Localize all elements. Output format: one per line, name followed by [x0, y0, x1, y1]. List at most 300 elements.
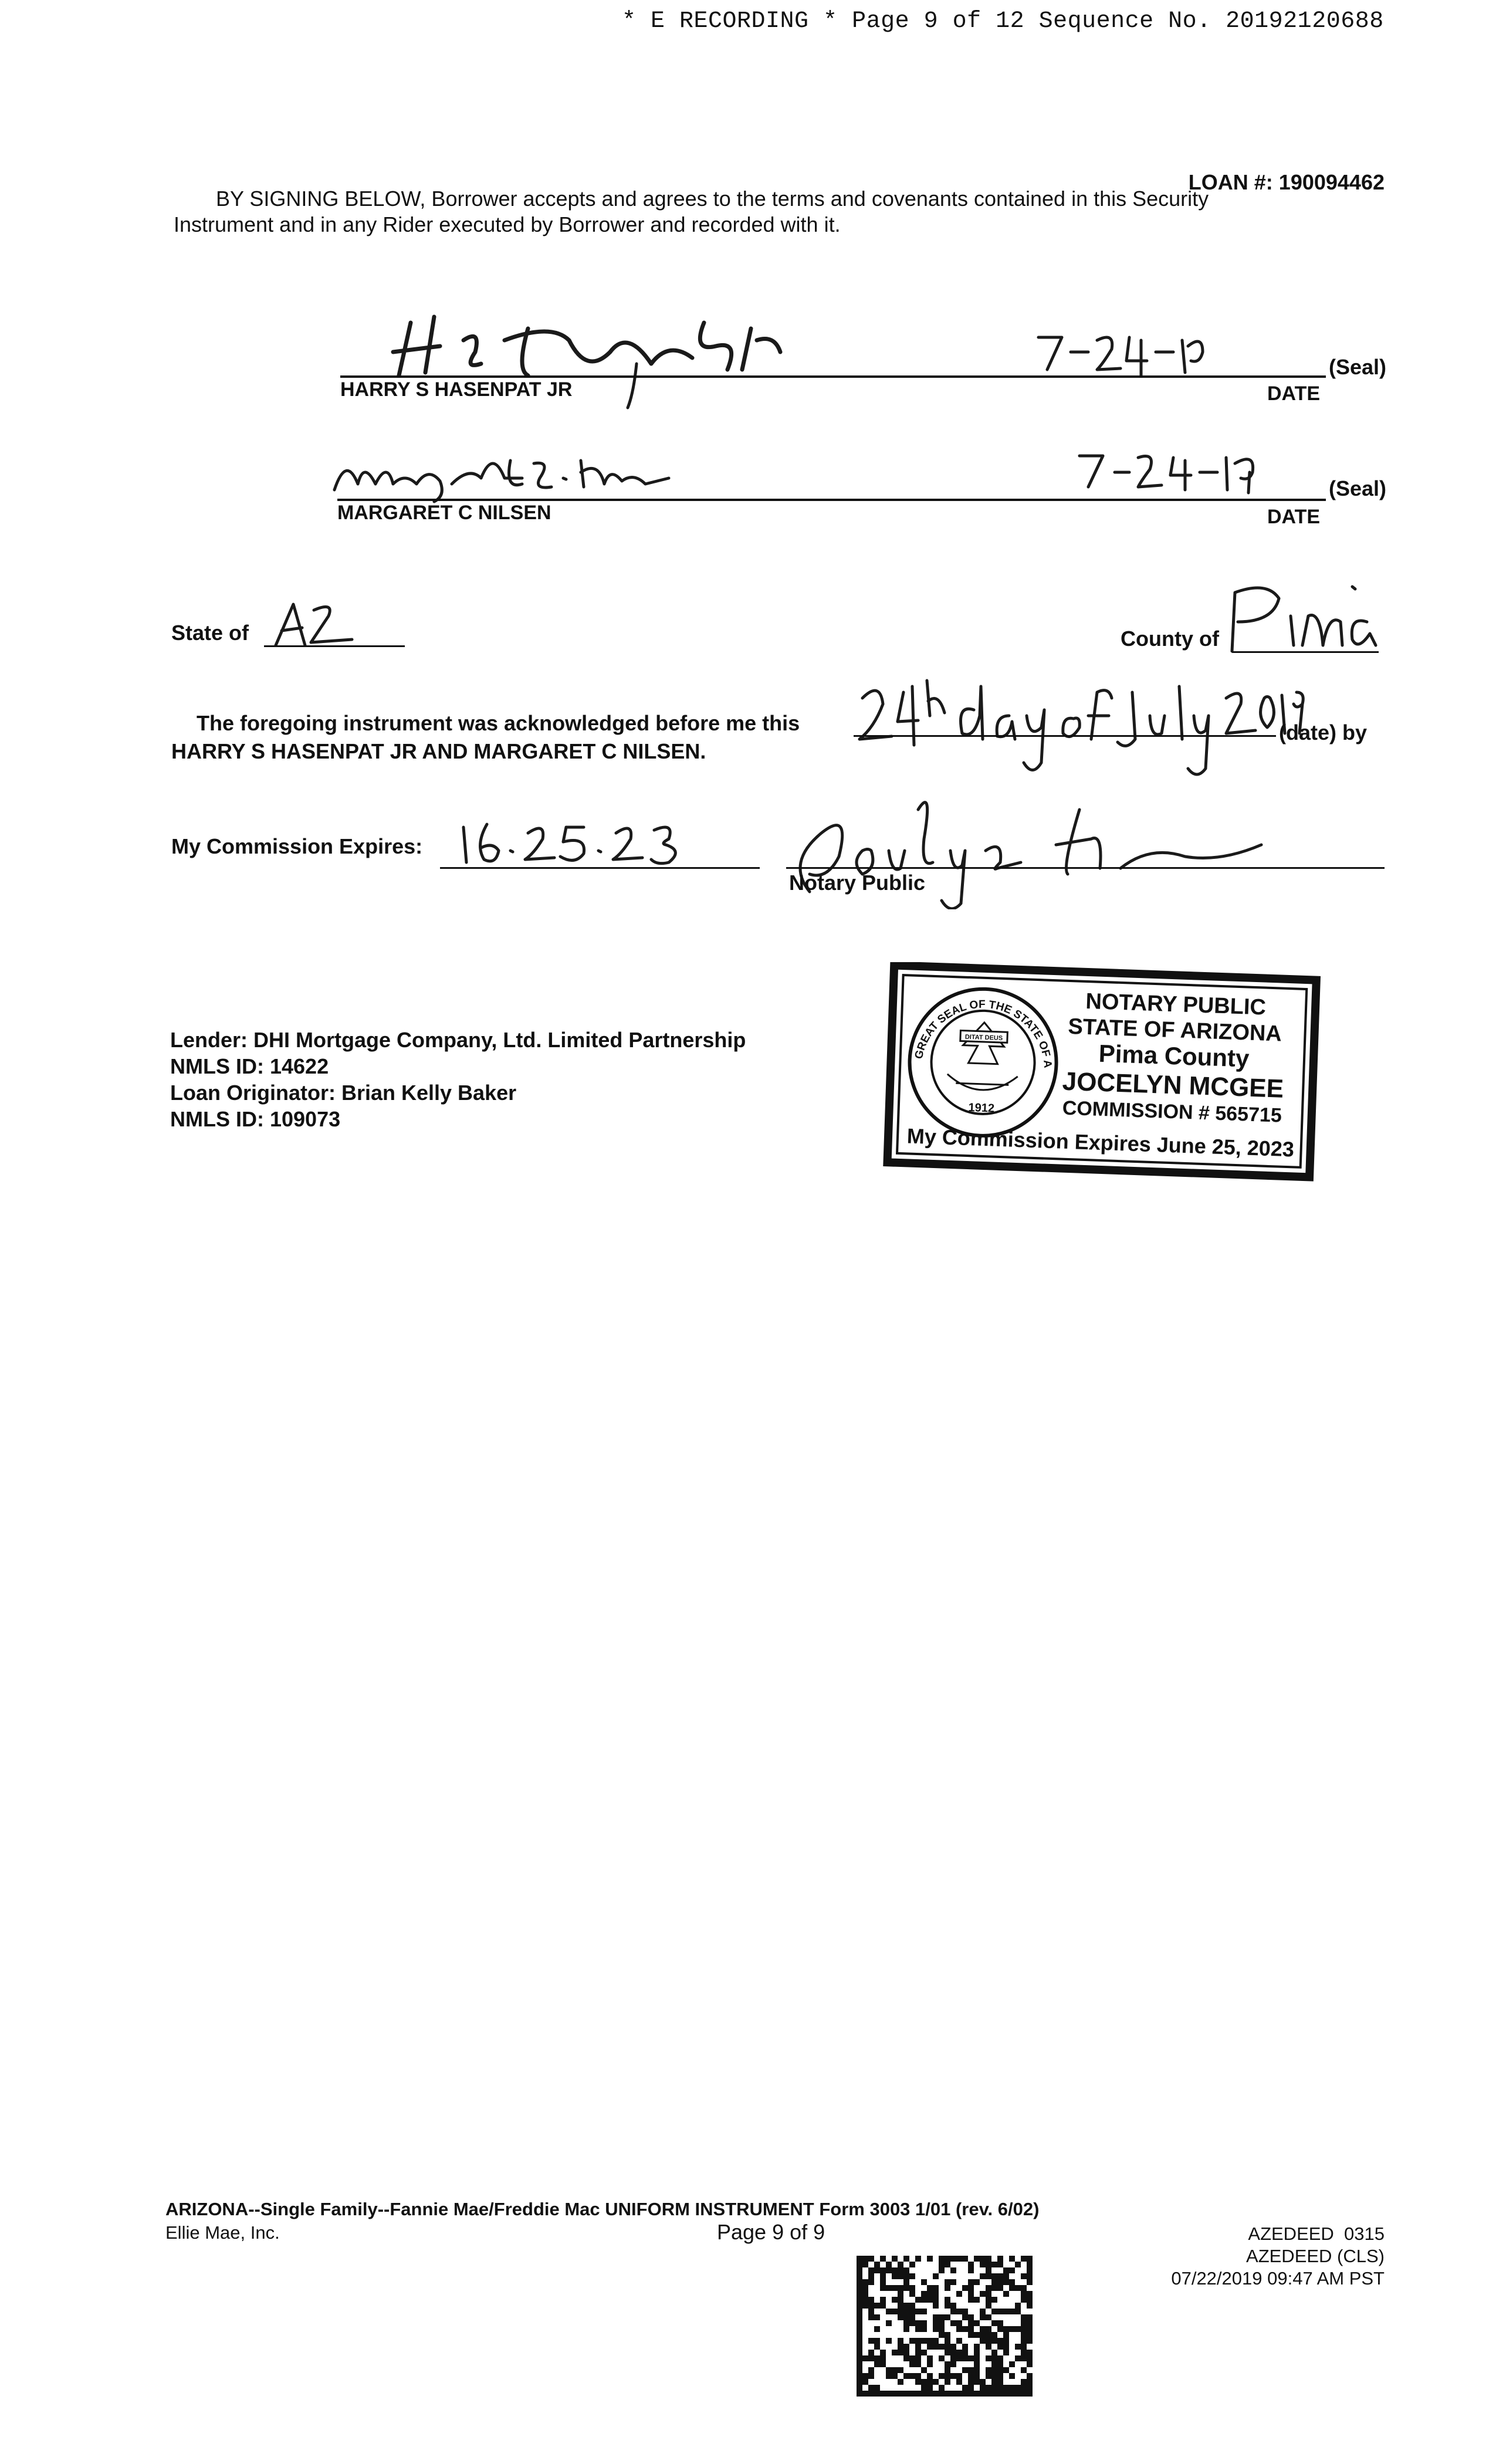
- barcode-module: [945, 2361, 950, 2367]
- seal-motto: DITAT DEUS: [964, 1033, 1003, 1042]
- barcode-module: [945, 2285, 950, 2291]
- barcode-module: [997, 2279, 1003, 2285]
- barcode-module: [986, 2344, 991, 2350]
- signer-name-2: MARGARET C NILSEN: [337, 502, 551, 524]
- barcode-module: [909, 2285, 915, 2291]
- barcode-module: [862, 2297, 868, 2303]
- barcode-module: [980, 2338, 986, 2344]
- barcode-module: [950, 2344, 956, 2350]
- barcode-module: [857, 2367, 862, 2373]
- barcode-module: [903, 2355, 909, 2361]
- barcode-module: [939, 2256, 945, 2262]
- barcode-module: [950, 2361, 956, 2367]
- barcode-module: [950, 2303, 956, 2309]
- barcode-module: [1027, 2291, 1033, 2297]
- barcode-module: [927, 2256, 933, 2262]
- barcode-module: [874, 2344, 880, 2350]
- seal-year: 1912: [968, 1101, 995, 1115]
- barcode-module: [898, 2285, 903, 2291]
- state-label: State of: [171, 621, 249, 645]
- barcode-module: [857, 2350, 862, 2355]
- barcode-module: [956, 2355, 962, 2361]
- barcode-module: [857, 2326, 862, 2332]
- barcode-module: [962, 2350, 968, 2355]
- county-label: County of: [1121, 627, 1219, 651]
- barcode-module: [868, 2256, 874, 2262]
- barcode-module: [1021, 2285, 1027, 2291]
- barcode-module: [968, 2314, 974, 2320]
- barcode-module: [1003, 2391, 1009, 2397]
- barcode-module: [921, 2379, 927, 2385]
- barcode-module: [1003, 2344, 1009, 2350]
- barcode-module: [868, 2385, 874, 2391]
- barcode-module: [1009, 2361, 1015, 2367]
- barcode-module: [991, 2391, 997, 2397]
- barcode-module: [927, 2385, 933, 2391]
- barcode-module: [962, 2309, 968, 2314]
- barcode-module: [915, 2350, 921, 2355]
- barcode-module: [986, 2273, 991, 2279]
- barcode-module: [909, 2314, 915, 2320]
- barcode-module: [874, 2262, 880, 2267]
- barcode-module: [968, 2355, 974, 2361]
- barcode-module: [991, 2361, 997, 2367]
- barcode-module: [997, 2361, 1003, 2367]
- barcode-module: [962, 2385, 968, 2391]
- barcode-module: [1015, 2326, 1021, 2332]
- barcode-module: [945, 2391, 950, 2397]
- barcode-module: [962, 2326, 968, 2332]
- barcode-module: [886, 2373, 892, 2379]
- barcode-module: [986, 2285, 991, 2291]
- barcode-module: [903, 2314, 909, 2320]
- barcode-module: [939, 2267, 945, 2273]
- recording-header: * E RECORDING * Page 9 of 12 Sequence No. 20192120688: [622, 8, 1384, 35]
- barcode-module: [903, 2273, 909, 2279]
- barcode-module: [909, 2373, 915, 2379]
- barcode-module: [986, 2303, 991, 2309]
- barcode-module: [915, 2361, 921, 2367]
- barcode-module: [868, 2373, 874, 2379]
- barcode-module: [898, 2309, 903, 2314]
- barcode-module: [1009, 2267, 1015, 2273]
- barcode-module: [874, 2385, 880, 2391]
- barcode-module: [1027, 2385, 1033, 2391]
- barcode-module: [921, 2326, 927, 2332]
- barcode-module: [1015, 2391, 1021, 2397]
- barcode-module: [1027, 2262, 1033, 2267]
- handwritten-state: [264, 598, 381, 651]
- footer-page-number: Page 9 of 9: [717, 2220, 825, 2244]
- barcode-module: [915, 2391, 921, 2397]
- barcode-module: [915, 2379, 921, 2385]
- barcode-module: [857, 2267, 862, 2273]
- barcode-module: [945, 2262, 950, 2267]
- barcode-module: [933, 2297, 939, 2303]
- barcode-module: [974, 2279, 980, 2285]
- barcode-module: [997, 2262, 1003, 2267]
- barcode-module: [991, 2350, 997, 2355]
- barcode-module: [962, 2314, 968, 2320]
- barcode-module: [1009, 2279, 1015, 2285]
- barcode-module: [868, 2279, 874, 2285]
- barcode-module: [997, 2379, 1003, 2385]
- barcode-module: [1027, 2314, 1033, 2320]
- barcode-module: [880, 2256, 886, 2262]
- barcode-module: [857, 2391, 862, 2397]
- notary-label: Notary Public: [789, 871, 926, 895]
- barcode-module: [1027, 2273, 1033, 2279]
- barcode-module: [986, 2373, 991, 2379]
- commission-label: My Commission Expires:: [171, 834, 423, 858]
- barcode-module: [927, 2285, 933, 2291]
- barcode-module: [886, 2309, 892, 2314]
- barcode-module: [962, 2285, 968, 2291]
- barcode-module: [997, 2373, 1003, 2379]
- barcode-module: [991, 2320, 997, 2326]
- barcode-module: [880, 2285, 886, 2291]
- barcode-module: [962, 2256, 968, 2262]
- barcode-module: [991, 2332, 997, 2338]
- barcode-module: [997, 2256, 1003, 2262]
- barcode-module: [880, 2361, 886, 2367]
- barcode-module: [903, 2267, 909, 2273]
- barcode-module: [974, 2332, 980, 2338]
- barcode-module: [1009, 2326, 1015, 2332]
- barcode-module: [915, 2344, 921, 2350]
- barcode-module: [880, 2297, 886, 2303]
- barcode-module: [1027, 2303, 1033, 2309]
- barcode-module: [868, 2367, 874, 2373]
- barcode-module: [903, 2373, 909, 2379]
- barcode-module: [997, 2326, 1003, 2332]
- barcode-module: [968, 2367, 974, 2373]
- barcode-module: [997, 2309, 1003, 2314]
- footer-form-line: ARIZONA--Single Family--Fannie Mae/Freddie Mac UNIFORM INSTRUMENT Form 3003 1/01 (rev. 6/02): [165, 2199, 1040, 2219]
- barcode-module: [903, 2256, 909, 2262]
- barcode-module: [933, 2314, 939, 2320]
- barcode-module: [915, 2373, 921, 2379]
- barcode-module: [950, 2320, 956, 2326]
- stamp-line-1: NOTARY PUBLIC: [1085, 989, 1267, 1020]
- barcode-module: [980, 2273, 986, 2279]
- barcode-module: [933, 2320, 939, 2326]
- barcode-module: [857, 2355, 862, 2361]
- barcode-module: [939, 2262, 945, 2267]
- barcode-module: [868, 2267, 874, 2273]
- barcode-module: [956, 2256, 962, 2262]
- barcode-module: [1003, 2338, 1009, 2344]
- signer-name-1: HARRY S HASENPAT JR: [340, 378, 573, 401]
- barcode-module: [956, 2373, 962, 2379]
- barcode-module: [939, 2326, 945, 2332]
- barcode-module: [968, 2379, 974, 2385]
- ack-date-line: [854, 735, 1276, 737]
- barcode-module: [868, 2314, 874, 2320]
- barcode-module: [1009, 2385, 1015, 2391]
- barcode-module: [921, 2297, 927, 2303]
- barcode-module: [857, 2320, 862, 2326]
- barcode-module: [898, 2303, 903, 2309]
- barcode-module: [1003, 2279, 1009, 2285]
- barcode-module: [939, 2332, 945, 2338]
- barcode-module: [974, 2379, 980, 2385]
- barcode-module: [915, 2309, 921, 2314]
- barcode-module: [980, 2256, 986, 2262]
- barcode-module: [909, 2361, 915, 2367]
- barcode-module: [980, 2291, 986, 2297]
- lender-nmls: NMLS ID: 14622: [170, 1054, 329, 1078]
- barcode-module: [974, 2320, 980, 2326]
- barcode-module: [886, 2391, 892, 2397]
- barcode-module: [886, 2285, 892, 2291]
- handwritten-signature-2: [329, 443, 681, 507]
- barcode-module: [945, 2332, 950, 2338]
- barcode-module: [927, 2344, 933, 2350]
- barcode-module: [1003, 2267, 1009, 2273]
- barcode-module: [962, 2391, 968, 2397]
- barcode-module: [862, 2355, 868, 2361]
- barcode-module: [892, 2285, 898, 2291]
- barcode-icon: [857, 2256, 1033, 2397]
- barcode-module: [980, 2314, 986, 2320]
- barcode-module: [874, 2303, 880, 2309]
- barcode-module: [892, 2297, 898, 2303]
- barcode-module: [898, 2379, 903, 2385]
- barcode-module: [857, 2385, 862, 2391]
- barcode-module: [974, 2373, 980, 2379]
- barcode-module: [927, 2291, 933, 2297]
- barcode-module: [986, 2262, 991, 2267]
- barcode-module: [857, 2256, 862, 2262]
- barcode-module: [898, 2273, 903, 2279]
- barcode-module: [968, 2262, 974, 2267]
- barcode-module: [968, 2391, 974, 2397]
- barcode-module: [880, 2391, 886, 2397]
- barcode-module: [1009, 2391, 1015, 2397]
- barcode-module: [921, 2291, 927, 2297]
- seal-label-1: (Seal): [1329, 355, 1387, 379]
- lender-name: Lender: DHI Mortgage Company, Ltd. Limited Partnership: [170, 1028, 746, 1052]
- date-label-2: DATE: [1267, 506, 1321, 528]
- barcode-module: [950, 2350, 956, 2355]
- barcode-module: [868, 2303, 874, 2309]
- barcode-module: [945, 2314, 950, 2320]
- barcode-module: [968, 2285, 974, 2291]
- barcode-module: [892, 2273, 898, 2279]
- barcode-module: [909, 2309, 915, 2314]
- barcode-module: [1027, 2338, 1033, 2344]
- barcode-module: [991, 2297, 997, 2303]
- barcode-module: [945, 2350, 950, 2355]
- barcode-module: [980, 2262, 986, 2267]
- barcode-module: [986, 2256, 991, 2262]
- stamp-line-6: My Commission Expires June 25, 2023: [906, 1123, 1295, 1162]
- barcode-module: [915, 2355, 921, 2361]
- barcode-module: [915, 2326, 921, 2332]
- barcode-module: [974, 2297, 980, 2303]
- barcode-module: [950, 2279, 956, 2285]
- footer-code-2: AZEDEED (CLS): [1246, 2246, 1385, 2266]
- barcode-module: [857, 2297, 862, 2303]
- barcode-module: [874, 2361, 880, 2367]
- date-suffix: (date) by: [1279, 720, 1368, 744]
- barcode-module: [962, 2344, 968, 2350]
- barcode-module: [927, 2338, 933, 2344]
- barcode-module: [862, 2262, 868, 2267]
- barcode-module: [991, 2338, 997, 2344]
- barcode-module: [986, 2332, 991, 2338]
- barcode-module: [980, 2385, 986, 2391]
- barcode-module: [986, 2338, 991, 2344]
- barcode-module: [1021, 2367, 1027, 2373]
- barcode-module: [862, 2379, 868, 2385]
- barcode-module: [939, 2314, 945, 2320]
- barcode-module: [909, 2320, 915, 2326]
- barcode-module: [986, 2367, 991, 2373]
- barcode-module: [874, 2355, 880, 2361]
- barcode-module: [945, 2379, 950, 2385]
- barcode-module: [915, 2297, 921, 2303]
- barcode-module: [950, 2373, 956, 2379]
- barcode-module: [968, 2320, 974, 2326]
- barcode-module: [986, 2391, 991, 2397]
- barcode-module: [892, 2391, 898, 2397]
- barcode-module: [880, 2350, 886, 2355]
- barcode-module: [991, 2273, 997, 2279]
- barcode-module: [880, 2273, 886, 2279]
- barcode-module: [915, 2256, 921, 2262]
- barcode-module: [991, 2285, 997, 2291]
- barcode-module: [898, 2367, 903, 2373]
- barcode-module: [939, 2320, 945, 2326]
- barcode-module: [898, 2262, 903, 2267]
- barcode-module: [898, 2314, 903, 2320]
- barcode-module: [868, 2355, 874, 2361]
- barcode-module: [857, 2314, 862, 2320]
- barcode-module: [868, 2391, 874, 2397]
- barcode-module: [939, 2355, 945, 2361]
- barcode-module: [857, 2285, 862, 2291]
- barcode-module: [1027, 2355, 1033, 2361]
- handwritten-ack-date: [851, 675, 1308, 780]
- barcode-module: [986, 2314, 991, 2320]
- barcode-module: [1021, 2332, 1027, 2338]
- barcode-module: [874, 2326, 880, 2332]
- barcode-module: [1027, 2320, 1033, 2326]
- barcode-module: [1003, 2273, 1009, 2279]
- barcode-module: [915, 2320, 921, 2326]
- barcode-module: [1021, 2355, 1027, 2361]
- loan-originator: Loan Originator: Brian Kelly Baker: [170, 1081, 517, 1105]
- barcode-module: [933, 2285, 939, 2291]
- barcode-module: [921, 2320, 927, 2326]
- barcode-module: [986, 2291, 991, 2297]
- barcode-module: [1003, 2291, 1009, 2297]
- barcode-module: [862, 2391, 868, 2397]
- signature-line-1: [340, 375, 1326, 378]
- county-line: [1232, 651, 1379, 653]
- barcode-module: [997, 2367, 1003, 2373]
- barcode-module: [956, 2326, 962, 2332]
- barcode-module: [1015, 2303, 1021, 2309]
- barcode-module: [927, 2355, 933, 2361]
- barcode-module: [927, 2379, 933, 2385]
- handwritten-commission-date: [452, 810, 698, 874]
- barcode-module: [892, 2367, 898, 2373]
- barcode-module: [968, 2267, 974, 2273]
- barcode-module: [903, 2391, 909, 2397]
- barcode-module: [909, 2273, 915, 2279]
- barcode-module: [956, 2309, 962, 2314]
- barcode-module: [1027, 2361, 1033, 2367]
- barcode-module: [903, 2279, 909, 2285]
- barcode-module: [991, 2367, 997, 2373]
- barcode-module: [1021, 2344, 1027, 2350]
- barcode-module: [862, 2373, 868, 2379]
- barcode-module: [945, 2303, 950, 2309]
- barcode-module: [974, 2344, 980, 2350]
- barcode-module: [1021, 2256, 1027, 2262]
- barcode-module: [1003, 2350, 1009, 2355]
- barcode-module: [950, 2355, 956, 2361]
- barcode-module: [921, 2391, 927, 2397]
- barcode-module: [939, 2391, 945, 2397]
- handwritten-date-2: [1074, 449, 1267, 496]
- barcode-module: [1009, 2309, 1015, 2314]
- barcode-module: [921, 2350, 927, 2355]
- barcode-module: [903, 2344, 909, 2350]
- barcode-module: [909, 2338, 915, 2344]
- barcode-module: [1027, 2391, 1033, 2397]
- barcode-module: [956, 2379, 962, 2385]
- barcode-module: [857, 2262, 862, 2267]
- barcode-module: [968, 2385, 974, 2391]
- barcode-module: [986, 2297, 991, 2303]
- state-line: [264, 645, 405, 647]
- barcode-module: [1027, 2373, 1033, 2379]
- barcode-module: [868, 2309, 874, 2314]
- barcode-module: [857, 2373, 862, 2379]
- barcode-module: [927, 2361, 933, 2367]
- barcode-module: [945, 2373, 950, 2379]
- barcode-module: [909, 2303, 915, 2309]
- barcode-module: [862, 2291, 868, 2297]
- foregoing-text: The foregoing instrument was acknowledged before me this: [197, 711, 800, 735]
- originator-nmls: NMLS ID: 109073: [170, 1107, 341, 1131]
- barcode-module: [880, 2355, 886, 2361]
- barcode-module: [898, 2391, 903, 2397]
- barcode-module: [857, 2303, 862, 2309]
- barcode-module: [968, 2297, 974, 2303]
- barcode-module: [956, 2320, 962, 2326]
- barcode-module: [1015, 2262, 1021, 2267]
- barcode-module: [868, 2350, 874, 2355]
- barcode-module: [945, 2367, 950, 2373]
- barcode-module: [956, 2391, 962, 2397]
- barcode-module: [974, 2256, 980, 2262]
- barcode-module: [1003, 2332, 1009, 2338]
- barcode-module: [868, 2297, 874, 2303]
- barcode-module: [945, 2338, 950, 2344]
- barcode-module: [997, 2338, 1003, 2344]
- barcode-module: [1021, 2297, 1027, 2303]
- barcode-module: [950, 2267, 956, 2273]
- barcode-module: [980, 2332, 986, 2338]
- barcode-module: [921, 2367, 927, 2373]
- barcode-module: [933, 2273, 939, 2279]
- barcode-module: [974, 2367, 980, 2373]
